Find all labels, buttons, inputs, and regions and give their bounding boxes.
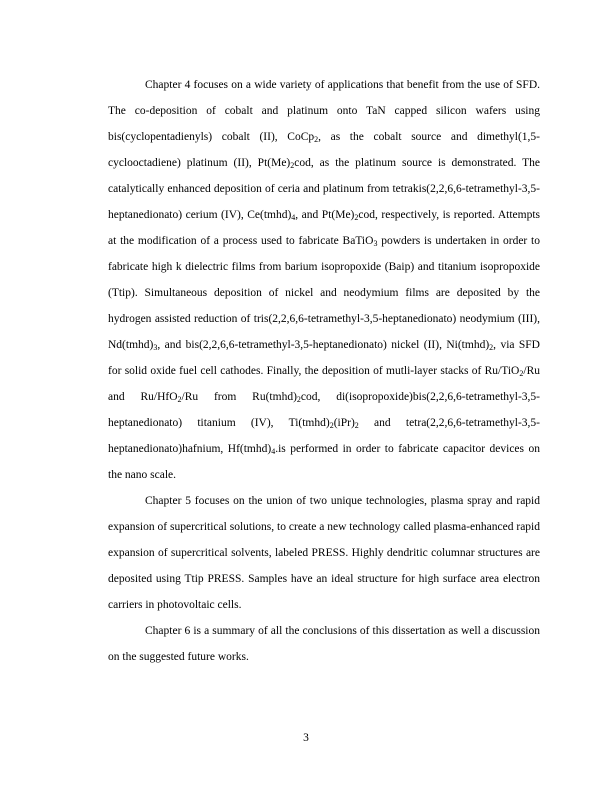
subscript: 3 [153,343,158,352]
page-number: 3 [303,732,309,744]
text-run: , and bis(2,2,6,6-tetramethyl-3,5-heptanedionato) nickel (II), Ni(tmhd) [157,339,490,351]
paragraph-chapter-4 [108,72,540,488]
paragraph-chapter-5 [108,488,540,618]
text-run: cod, as the platinum source is demonstrated. The catalytically enhanced deposition of ceria and platinum from tetrakis(2,2,6,6-tetramethyl-3,5-heptanedionato) cerium (IV), Ce(tmhd) [108,157,540,221]
subscript: 2 [354,421,359,430]
text-run: , as the cobalt source and dimethyl(1,5-cyclooctadiene) platinum (II), Pt(Me) [108,131,540,169]
subscript: 4 [271,447,276,456]
text-run: Chapter 4 focuses on a wide variety of applications that benefit from the use of SFD. The co-deposition of cobalt and platinum onto TaN capped silicon wafers using bis(cyclopentadienyls) cobalt (II), CoCp [108,79,540,143]
text-run: cod, respectively, is reported. Attempts at the modification of a process used to fabricate BaTiO [108,209,540,247]
text-run: .is performed in order to fabricate capacitor devices on the nano scale. [108,443,540,481]
subscript: 3 [373,239,378,248]
text-run: , via SFD for solid oxide fuel cell cathodes. Finally, the deposition of mutli-layer stacks of Ru/TiO [108,339,540,377]
text-run: /Ru from Ru(tmhd) [181,391,297,403]
subscript: 2 [177,395,182,404]
subscript: 2 [290,161,295,170]
text-run: (iPr) [333,417,355,429]
text-run: , and Pt(Me) [295,209,355,221]
subscript: 2 [329,421,334,430]
text-run: cod, di(isopropoxide)bis(2,2,6,6-tetramethyl-3,5-heptanedionato) titanium (IV), Ti(tmhd) [108,391,540,429]
subscript: 2 [314,135,319,144]
subscript: 2 [489,343,494,352]
subscript: 2 [519,369,524,378]
text-run: and tetra(2,2,6,6-tetramethyl-3,5-heptanedionato)hafnium, Hf(tmhd) [108,417,540,455]
paragraph-chapter-6 [108,618,540,670]
text-run: /Ru and Ru/HfO [108,365,540,403]
text-run: Chapter 6 is a summary of all the conclusions of this dissertation as well a discussion on the suggested future works. [108,625,540,663]
subscript: 2 [296,395,301,404]
body-text [108,72,540,670]
text-run: Chapter 5 focuses on the union of two unique technologies, plasma spray and rapid expansion of supercritical solutions, to create a new technology called plasma-enhanced rapid expansion of supercritical solvents, labeled PRESS. Highly dendritic columnar structures are deposited using Ttip PRESS. Samples have an ideal structure for high surface area electron carriers in photovoltaic cells. [108,495,540,611]
text-run: powders is undertaken in order to fabricate high k dielectric films from barium isopropoxide (Baip) and titanium isopropoxide (Ttip). Simultaneous deposition of nickel and neodymium films are deposited by the hydrogen assisted reduction of tris(2,2,6,6-tetramethyl-3,5-heptanedionato) neodymium (III), Nd(tmhd) [108,235,540,351]
subscript: 4 [291,213,296,222]
subscript: 2 [354,213,359,222]
